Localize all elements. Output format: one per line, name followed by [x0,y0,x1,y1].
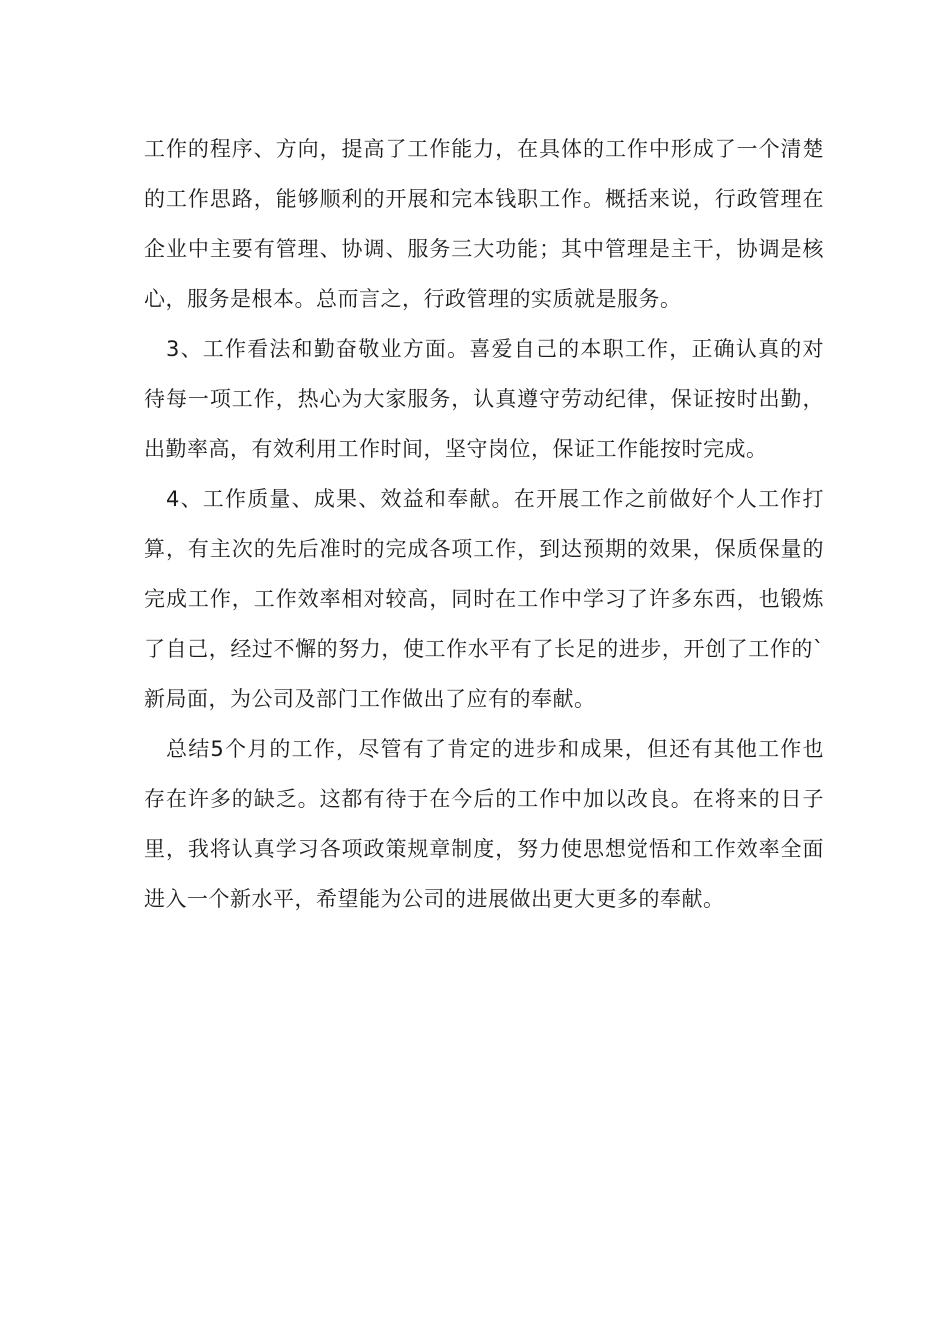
document-body [144,124,824,924]
paragraph-summary: 总结5个月的工作，尽管有了肯定的进步和成果，但还有其他工作也存在许多的缺乏。这都有待于在今后的工作中加以改良。在将来的日子里，我将认真学习各项政策规章制度，努力使思想觉悟和工作效率全面进入一个新水平，希望能为公司的进展做出更大更多的奉献。 [144,737,824,911]
paragraph-work-quality: 4、工作质量、成果、效益和奉献。在开展工作之前做好个人工作打算，有主次的先后准时的完成各项工作，到达预期的效果，保质保量的完成工作，工作效率相对较高，同时在工作中学习了许多东西，也锻炼了自己，经过不懈的努力，使工作水平有了长足的进步，开创了工作的`新局面，为公司及部门工作做出了应有的奉献。 [144,487,824,711]
paragraph-work-attitude: 3、工作看法和勤奋敬业方面。喜爱自己的本职工作，正确认真的对待每一项工作，热心为大家服务，认真遵守劳动纪律，保证按时出勤，出勤率高，有效利用工作时间，坚守岗位，保证工作能按时完成。 [144,337,824,461]
paragraph-continuation: 工作的程序、方向，提高了工作能力，在具体的工作中形成了一个清楚的工作思路，能够顺利的开展和完本钱职工作。概括来说，行政管理在企业中主要有管理、协调、服务三大功能；其中管理是主干，协调是核心，服务是根本。总而言之，行政管理的实质就是服务。 [144,137,824,311]
